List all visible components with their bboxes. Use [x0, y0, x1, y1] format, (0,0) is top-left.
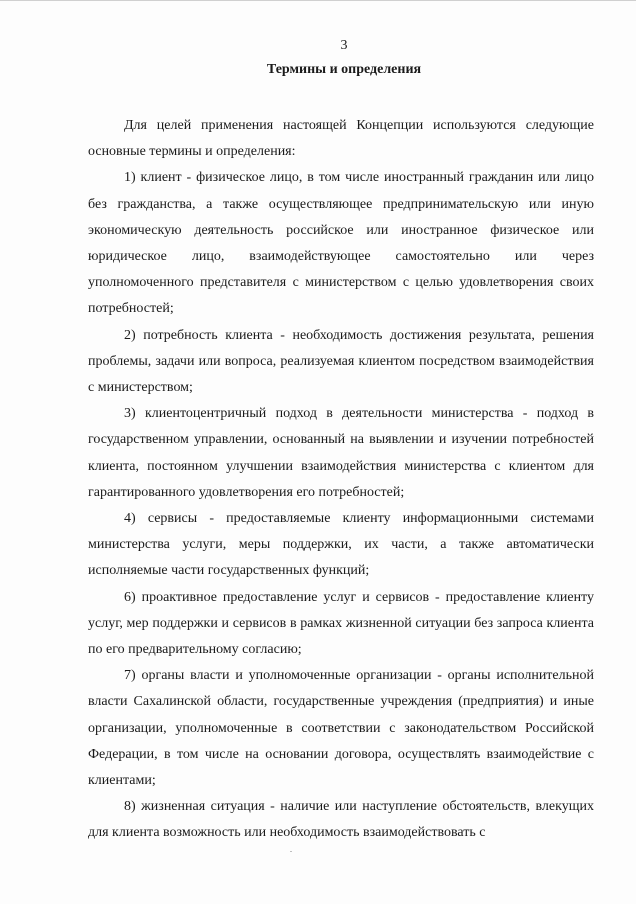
definition-item-7: 7) органы власти и уполномоченные организации - органы исполнительной власти Сахалинской области, государственные учреждения (предприятия) и иные организации, уполномоченные в соответствии с законодательством Российской Федерации, в том числе на основании договора, осуществлять взаимодействие с клиентами;	[88, 668, 594, 789]
definition-item-3: 3) клиентоцентричный подход в деятельности министерства - подход в государственном управлении, основанный на выявлении и изучении потребностей клиента, постоянном улучшении взаимодействия министерства с клиентом для гарантированного удовлетворения его потребностей;	[88, 406, 594, 500]
scan-mark-top	[0, 0, 636, 1]
definition-item-8: 8) жизненная ситуация - наличие или наступление обстоятельств, влекущих для клиента возможность или необходимость взаимодействовать с	[88, 799, 594, 841]
page-number: 3	[340, 38, 348, 53]
page-title: Термины и определения	[266, 62, 422, 77]
definition-item-2: 2) потребность клиента - необходимость достижения результата, решения проблемы, задачи или вопроса, реализуемая клиентом посредством взаимодействия с министерством;	[88, 327, 594, 396]
document-body	[88, 113, 594, 847]
definition-item-1: 1) клиент - физическое лицо, в том числе иностранный гражданин или лицо без гражданства, а также осуществляющее предпринимательскую или иную экономическую деятельность российское или иностранное физическое или юридическое лицо, взаимодействующее самостоятельно или через уполномоченного представителя с министерством с целью удовлетворения своих потребностей;	[88, 170, 594, 317]
definition-item-6: 6) проактивное предоставление услуг и сервисов - предоставление клиенту услуг, мер поддержки и сервисов в рамках жизненной ситуации без запроса клиента по его предварительному согласию;	[88, 589, 594, 658]
intro-paragraph: Для целей применения настоящей Концепции используются следующие основные термины и определения:	[88, 118, 594, 160]
scan-speck	[290, 851, 292, 852]
definition-item-4: 4) сервисы - предоставляемые клиенту информационными системами министерства услуги, меры поддержки, их части, а также автоматически исполняемые части государственных функций;	[88, 511, 594, 579]
